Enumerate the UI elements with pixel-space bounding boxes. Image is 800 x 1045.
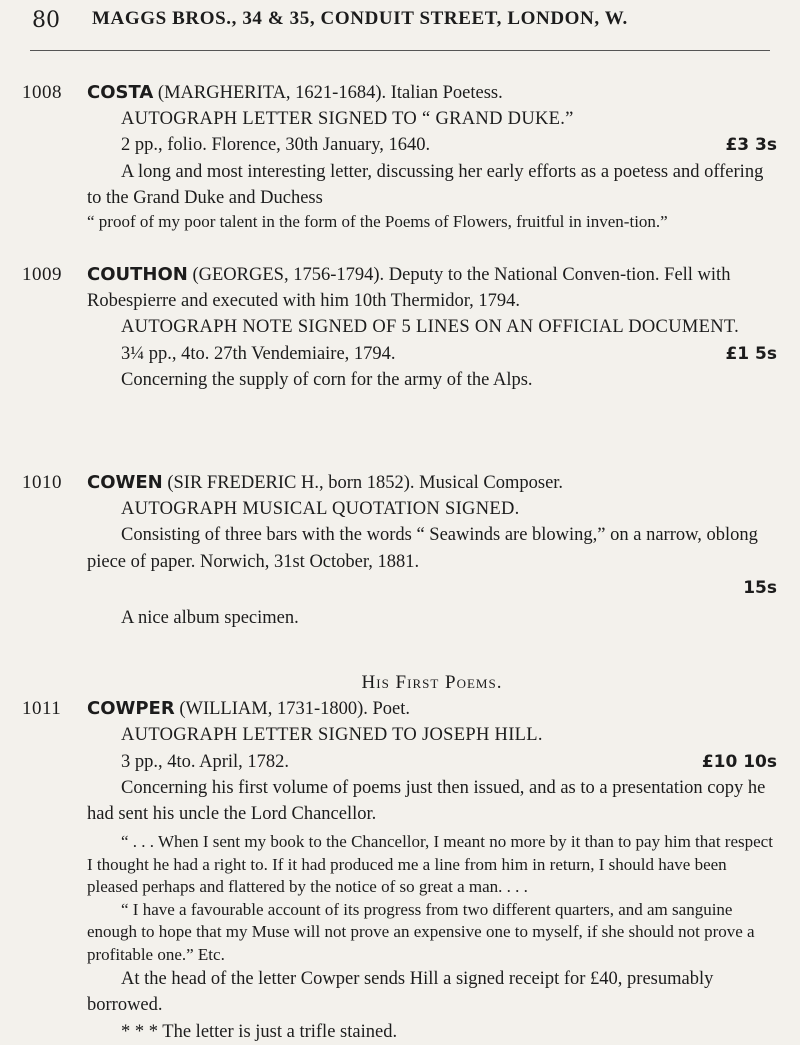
condition-note: * * * The letter is just a trifle stained. [121,1021,398,1042]
header-rule [30,50,770,51]
item-detail: 3¼ pp., 4to. 27th Vendemiaire, 1794. [121,343,396,364]
lot-number: 1009 [22,264,62,285]
lot-number: 1011 [22,698,62,719]
entry-description: (WILLIAM, 1731-1800). Poet. [179,699,411,720]
entry-heading [87,80,777,106]
price: 15s [743,577,777,598]
item-detail: 3 pp., 4to. April, 1782. [121,751,290,772]
price: £3 3s [725,135,777,156]
entry-body [87,470,777,631]
entry-name: COWEN [87,472,163,493]
item-detail: Consisting of three bars with the words “ Seawinds are blowing,” on a narrow, oblong piece of paper. Norwich, 31st October, 1881. [87,525,758,572]
entry-body [87,262,777,393]
item-detail-line [87,341,777,367]
lot-number: 1008 [22,82,62,103]
page-number: 80 [32,8,60,33]
item-quote-1: “ . . . When I sent my book to the Chancellor, I meant no more by it than to pay him that respect I thought he had a right to. If it had produced me a line from him in return, I should have been pleased perhaps and flattered by the notice of so great a man. . . . [87,832,773,897]
item-title: AUTOGRAPH LETTER SIGNED TO JOSEPH HILL. [121,725,543,746]
entry-body [87,670,777,1045]
entry-heading [87,470,777,496]
item-detail-line [87,132,777,158]
item-note: Concerning his first volume of poems just then issued, and as to a presentation copy he had sent his uncle the Lord Chancellor. [87,777,766,825]
price: £10 10s [701,751,777,772]
item-title: AUTOGRAPH LETTER SIGNED TO “ GRAND DUKE.” [121,109,574,130]
item-note: A long and most interesting letter, discussing her early efforts as a poetess and offering to the Grand Duke and Duchess [87,161,764,208]
price: £1 5s [725,343,777,364]
entry-description: (SIR FREDERIC H., born 1852). Musical Composer. [167,473,564,493]
item-note: A nice album specimen. [121,608,299,629]
entry-description: (MARGHERITA, 1621-1684). Italian Poetess. [157,83,503,103]
entry-heading [87,262,777,314]
item-detail-line [87,749,777,775]
section-heading: His First Poems. [361,672,503,693]
entry-description: (GEORGES, 1756-1794). Deputy to the National Conven-tion. Fell with Robespierre and executed with him 10th Thermidor, 1794. [87,265,731,312]
item-quote: “ proof of my poor talent in the form of the Poems of Flowers, fruitful in inven-tion.” [87,212,668,232]
item-note: Concerning the supply of corn for the army of the Alps. [121,369,533,390]
item-note-2: At the head of the letter Cowper sends Hill a signed receipt for £40, presumably borrowed. [87,969,714,1016]
price-line [87,575,777,601]
running-title: MAGGS BROS., 34 & 35, CONDUIT STREET, LONDON, W. [92,8,628,29]
entry-name: COSTA [87,82,154,103]
item-detail: 2 pp., folio. Florence, 30th January, 1640. [121,135,431,156]
entry-name: COUTHON [87,264,188,285]
item-title: AUTOGRAPH MUSICAL QUOTATION SIGNED. [121,499,520,520]
entry-body [87,80,777,234]
item-title: AUTOGRAPH NOTE SIGNED OF 5 LINES ON AN OFFICIAL DOCUMENT. [121,317,740,338]
lot-number: 1010 [22,472,62,493]
item-quote-2: “ I have a favourable account of its progress from two different quarters, and am sanguine enough to hope that my Muse will not prove an expensive one to myself, if she should not prove a profitable one.” Etc. [87,899,755,964]
page-header [0,0,800,58]
entry-heading [87,696,777,722]
entry-name: COWPER [87,698,175,720]
